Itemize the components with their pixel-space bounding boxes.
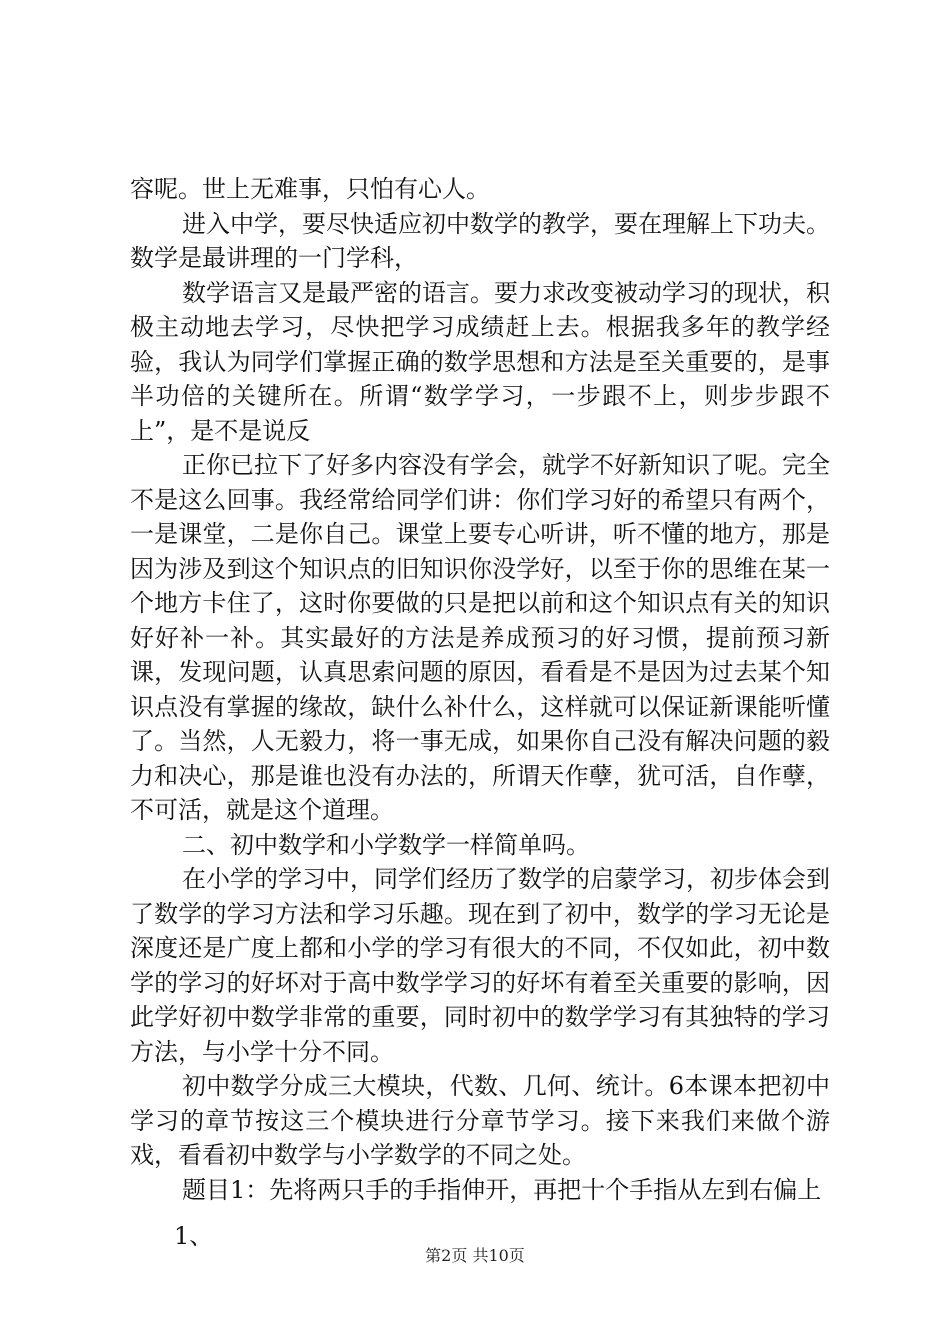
list-item-number: 1、 — [174, 1222, 214, 1250]
paragraph-question-one: 题目1：先将两只手的手指伸开，再把十个手指从左到右偏上 — [182, 1175, 822, 1204]
paragraph-adapt-middle-school: 进入中学，要尽快适应初中数学的教学，要在理解上下功夫。数学是最讲理的一门学科， — [130, 209, 830, 272]
section-heading-two: 二、初中数学和小学数学一样简单吗。 — [182, 830, 590, 859]
paragraph-math-language: 数学语言又是最严密的语言。要力求改变被动学习的现状，积极主动地去学习，尽快把学习成绩赶上去。根据我多年的教学经验，我认为同学们掌握正确的数学思想和方法是至关重要的，是事半功倍的关键所在。所谓“数学学习，一步跟不上，则步步跟不上”，是不是说反 — [130, 278, 830, 445]
paragraph-continuation: 容呢。世上无难事，只怕有心人。 — [130, 175, 490, 203]
paragraph-three-modules: 初中数学分成三大模块，代数、几何、统计。6本课本把初中学习的章节按这三个模块进行分章节学习。接下来我们来做个游戏，看看初中数学与小学数学的不同之处。 — [130, 1072, 830, 1169]
paragraph-catch-up: 正你已拉下了好多内容没有学会，就学不好新知识了呢。完全不是这么回事。我经常给同学们讲：你们学习好的希望只有两个，一是课堂，二是你自己。课堂上要专心听讲，听不懂的地方，那是因为涉及到这个知识点的旧知识你没学好，以至于你的思维在某一个地方卡住了，这时你要做的只是把以前和这个知识点有关的知识好好补一补。其实最好的方法是养成预习的好习惯，提前预习新课，发现问题，认真思索问题的原因，看看是不是因为过去某个知识点没有掌握的缘故，缺什么补什么，这样就可以保证新课能听懂了。当然，人无毅力，将一事无成，如果你自己没有解决问题的毅力和决心，那是谁也没有办法的，所谓天作孽，犹可活，自作孽，不可活，就是这个道理。 — [130, 451, 830, 824]
paragraph-primary-vs-middle: 在小学的学习中，同学们经历了数学的启蒙学习，初步体会到了数学的学习方法和学习乐趣。现在到了初中，数学的学习无论是深度还是广度上都和小学的学习有很大的不同，不仅如此，初中数学的学习的好坏对于高中数学学习的好坏有着至关重要的影响，因此学好初中数学非常的重要，同时初中的数学学习有其独特的学习方法，与小学十分不同。 — [130, 865, 830, 1066]
document-body — [130, 172, 830, 1254]
page-number-footer: 第2页 共10页 — [425, 1246, 525, 1265]
